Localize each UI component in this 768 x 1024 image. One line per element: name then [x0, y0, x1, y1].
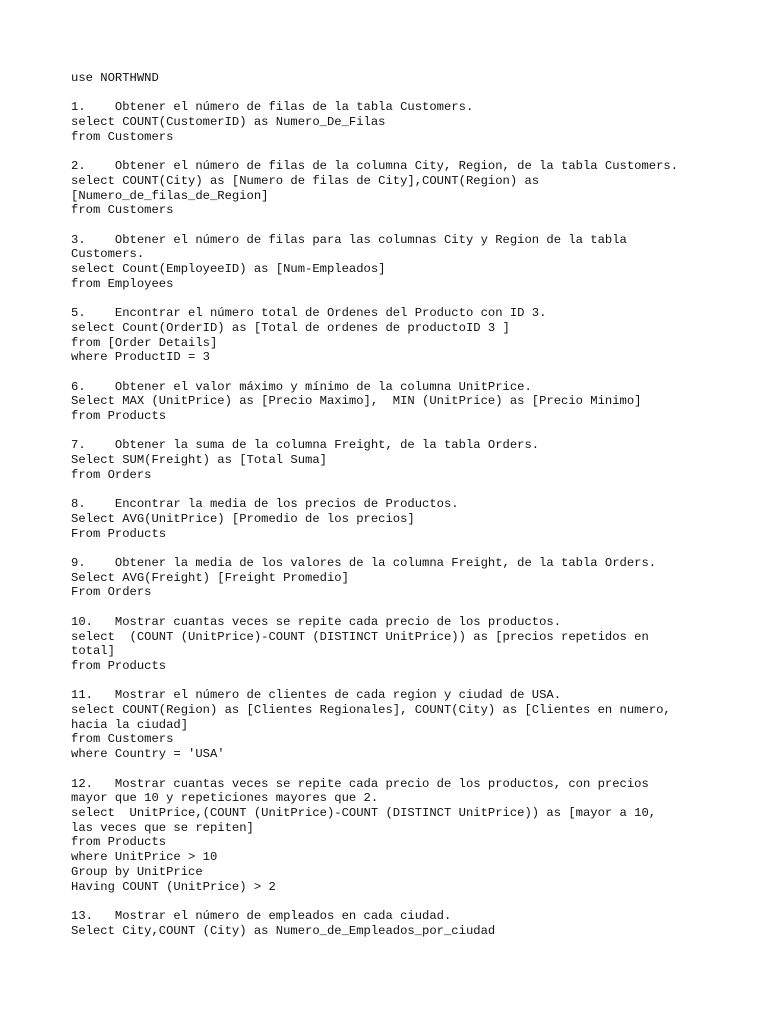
query-block: [71, 909, 751, 938]
exercise-statement: 10. Mostrar cuantas veces se repite cada precio de los productos.: [71, 614, 562, 629]
sql-line: from Orders: [71, 467, 152, 482]
sql-line: From Orders: [71, 585, 152, 600]
sql-line: select UnitPrice,(COUNT (UnitPrice)-COUNT (DISTINCT UnitPrice)) as [mayor a 10,: [71, 805, 657, 820]
sql-line: from Customers: [71, 129, 174, 144]
use-database-statement: use NORTHWND: [71, 71, 159, 85]
sql-line: select COUNT(Region) as [Clientes Regionales], COUNT(City) as [Clientes en numero,: [71, 703, 671, 718]
query-block: [71, 497, 751, 541]
sql-line: where ProductID = 3: [71, 350, 210, 365]
exercise-statement: 13. Mostrar el número de empleados en cada ciudad.: [71, 908, 452, 923]
exercise-statement: 6. Obtener el valor máximo y mínimo de la columna UnitPrice.: [71, 379, 532, 394]
query-block: [71, 688, 751, 762]
query-list: [71, 100, 751, 938]
sql-line: [Numero_de_filas_de_Region]: [71, 188, 269, 203]
sql-line: select Count(EmployeeID) as [Num-Empleados]: [71, 262, 386, 277]
sql-line: from Products: [71, 658, 167, 673]
sql-line: From Products: [71, 526, 167, 541]
sql-line: from Products: [71, 835, 167, 850]
sql-line: from Customers: [71, 732, 174, 747]
sql-line: where Country = 'USA': [71, 747, 225, 762]
query-block: [71, 159, 751, 218]
sql-line: select (COUNT (UnitPrice)-COUNT (DISTINCT UnitPrice)) as [precios repetidos en: [71, 629, 649, 644]
query-block: [71, 615, 751, 674]
exercise-statement: 2. Obtener el número de filas de la columna City, Region, de la tabla Customers.: [71, 159, 679, 174]
query-block: [71, 306, 751, 365]
exercise-statement: 1. Obtener el número de filas de la tabla Customers.: [71, 100, 474, 115]
query-block: [71, 380, 751, 424]
sql-line: from Employees: [71, 276, 174, 291]
exercise-statement: 9. Obtener la media de los valores de la columna Freight, de la tabla Orders.: [71, 556, 657, 571]
document-page: [71, 71, 751, 953]
exercise-statement: 11. Mostrar el número de clientes de cada region y ciudad de USA.: [71, 688, 562, 703]
sql-line: Select City,COUNT (City) as Numero_de_Empleados_por_ciudad: [71, 923, 496, 938]
exercise-statement: 5. Encontrar el número total de Ordenes del Producto con ID 3.: [71, 306, 547, 321]
sql-line: total]: [71, 644, 115, 659]
sql-line: from [Order Details]: [71, 335, 218, 350]
exercise-statement: 7. Obtener la suma de la columna Freight, de la tabla Orders.: [71, 438, 540, 453]
sql-line: hacia la ciudad]: [71, 717, 189, 732]
query-block: [71, 233, 751, 292]
sql-line: Select AVG(UnitPrice) [Promedio de los precios]: [71, 511, 415, 526]
sql-line: Group by UnitPrice: [71, 864, 203, 879]
sql-line: Select AVG(Freight) [Freight Promedio]: [71, 570, 349, 585]
sql-line: mayor que 10 y repeticiones mayores que 2.: [71, 791, 379, 806]
sql-line: select COUNT(City) as [Numero de filas de City],COUNT(Region) as: [71, 173, 540, 188]
query-block: [71, 777, 751, 895]
exercise-statement: 12. Mostrar cuantas veces se repite cada precio de los productos, con precios: [71, 776, 649, 791]
query-block: [71, 100, 751, 144]
sql-line: where UnitPrice > 10: [71, 850, 218, 865]
sql-line: Select MAX (UnitPrice) as [Precio Maximo], MIN (UnitPrice) as [Precio Minimo]: [71, 394, 642, 409]
exercise-statement: 3. Obtener el número de filas para las columnas City y Region de la tabla: [71, 232, 627, 247]
sql-line: select COUNT(CustomerID) as Numero_De_Filas: [71, 115, 386, 130]
sql-line: Having COUNT (UnitPrice) > 2: [71, 879, 276, 894]
sql-line: select Count(OrderID) as [Total de ordenes de productoID 3 ]: [71, 320, 510, 335]
query-block: [71, 556, 751, 600]
query-block: [71, 438, 751, 482]
sql-line: from Customers: [71, 203, 174, 218]
sql-line: from Products: [71, 409, 167, 424]
sql-line: Select SUM(Freight) as [Total Suma]: [71, 453, 327, 468]
sql-line: Customers.: [71, 247, 145, 262]
exercise-statement: 8. Encontrar la media de los precios de Productos.: [71, 497, 459, 512]
sql-line: las veces que se repiten]: [71, 820, 254, 835]
